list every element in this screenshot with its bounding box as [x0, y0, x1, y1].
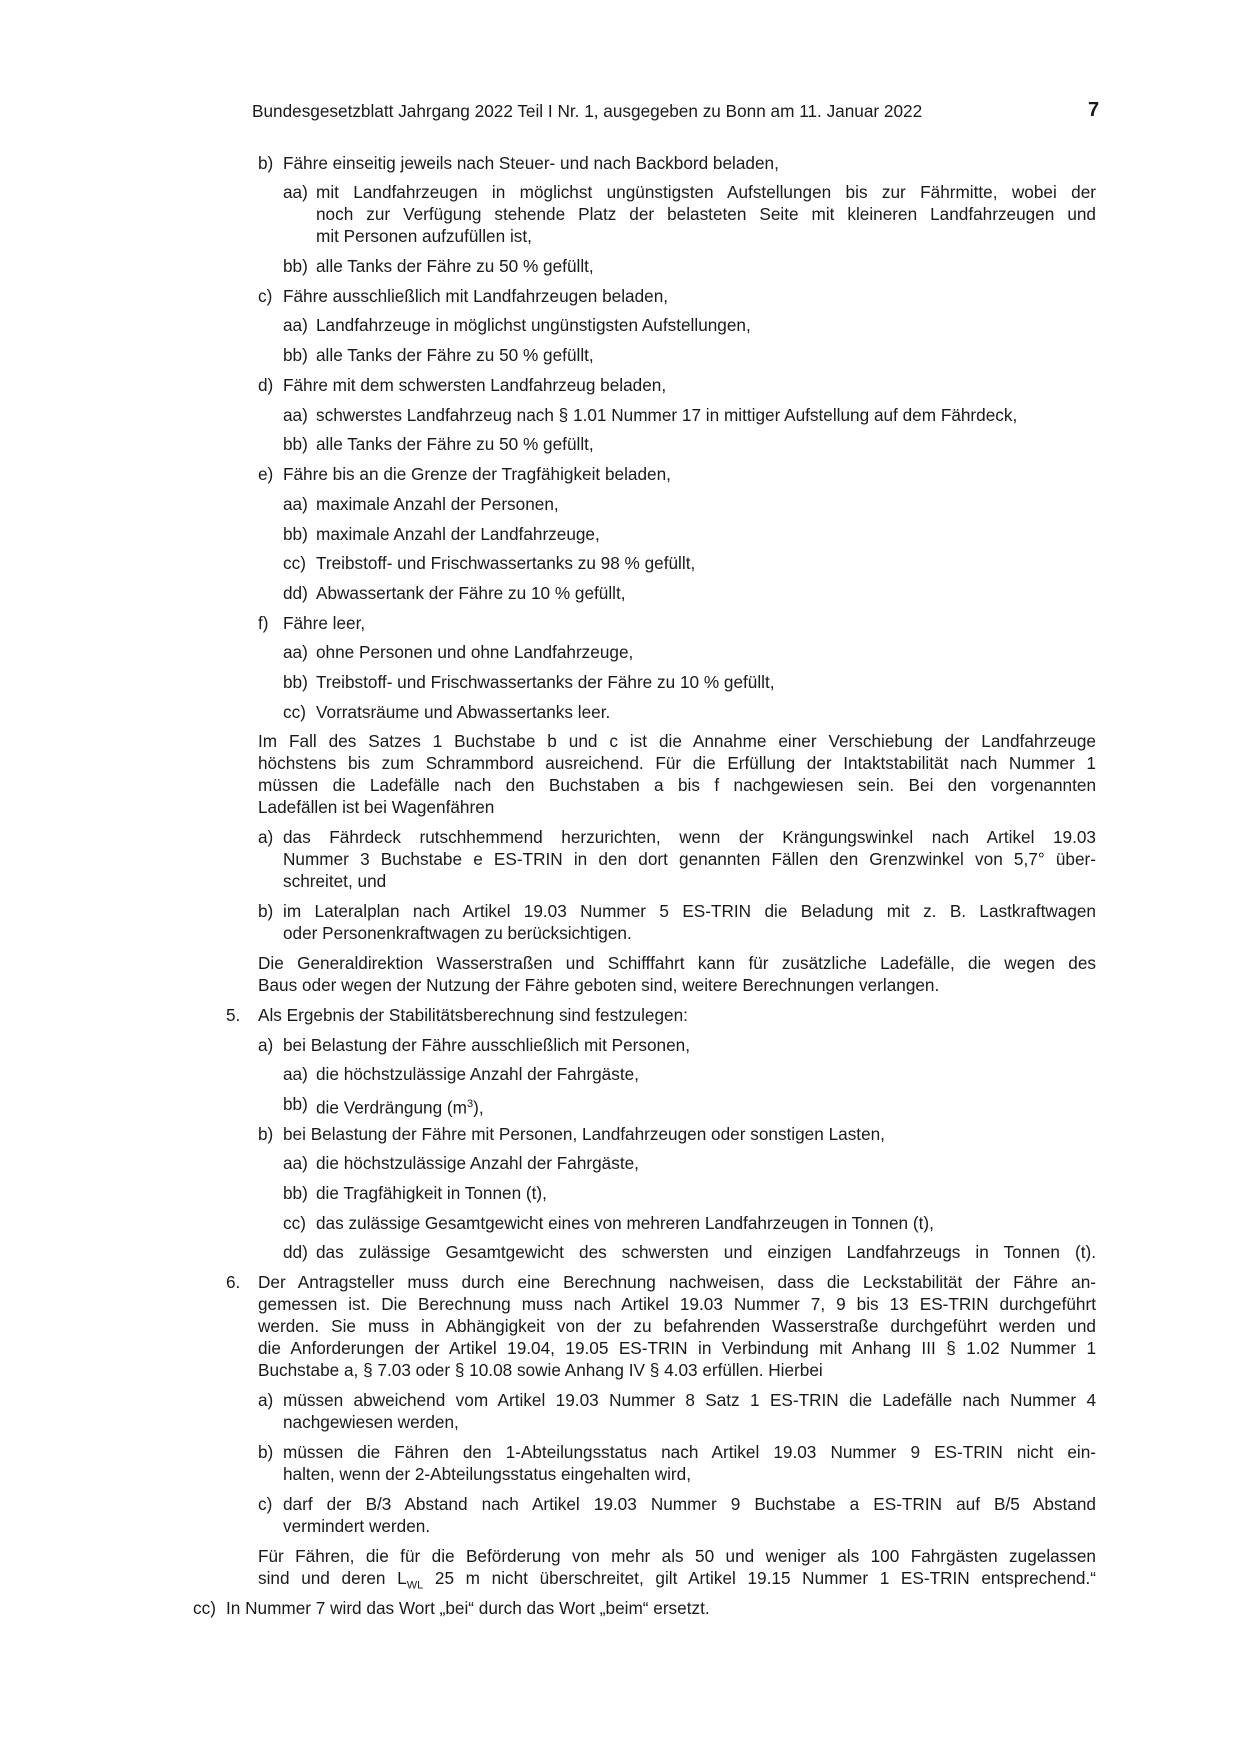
paragraph-line: Ladefällen ist bei Wagenfähren [258, 797, 495, 817]
list-item-text: bei Belastung der Fähre mit Personen, Landfahrzeugen oder sonstigen Lasten, [283, 1124, 885, 1144]
subitem-label: aa) [283, 405, 308, 425]
subitem-text: ohne Personen und ohne Landfahrzeuge, [316, 642, 634, 662]
superscript: 3 [466, 1098, 474, 1110]
subitem-label: bb) [283, 1183, 308, 1203]
list-item-text: das Fährdeck rutschhemmend herzurichten, wenn der Krängungswinkel nach Artikel 19.03 [283, 827, 1096, 847]
item-label: e) [258, 464, 274, 484]
subitem-text: Treibstoff- und Frischwassertanks zu 98 % gefüllt, [316, 553, 696, 573]
subitem-text [316, 1093, 484, 1119]
text-part: die Verdrängung (m [316, 1097, 467, 1118]
paragraph-line: werden. Sie muss in Abhängigkeit von der zu befahrenden Wasserstraße durchgeführt werden und [258, 1316, 1096, 1336]
subitem-text: die Tragfähigkeit in Tonnen (t), [316, 1183, 547, 1203]
paragraph-line [258, 1567, 1096, 1596]
subitem-label: aa) [283, 1153, 308, 1173]
subitem-text: noch zur Verfügung stehende Platz der belasteten Seite mit kleineren Landfahrzeugen und [316, 204, 1096, 224]
subitem-text: mit Personen aufzufüllen ist, [316, 226, 532, 246]
subitem-label: dd) [283, 583, 308, 603]
list-item-text: Fähre bis an die Grenze der Tragfähigkeit beladen, [283, 464, 671, 484]
subitem-label: aa) [283, 642, 308, 662]
list-item-text: vermindert werden. [283, 1516, 431, 1536]
section-text: Als Ergebnis der Stabilitätsberechnung sind festzulegen: [258, 1005, 688, 1025]
list-item-text: nachgewiesen werden, [283, 1412, 459, 1432]
section-number: 5. [226, 1005, 241, 1025]
paragraph-line: Der Antragsteller muss durch eine Berechnung nachweisen, dass die Leckstabilität der Fähre an- [258, 1272, 1096, 1292]
subitem-label: bb) [283, 1094, 308, 1114]
subitem-text: maximale Anzahl der Landfahrzeuge, [316, 524, 600, 544]
subitem-label: bb) [283, 256, 308, 276]
item-label: cc) [193, 1598, 216, 1618]
running-header: Bundesgesetzblatt Jahrgang 2022 Teil I Nr. 1, ausgegeben zu Bonn am 11. Januar 2022 [252, 101, 923, 121]
subitem-text: Landfahrzeuge in möglichst ungünstigsten Aufstellungen, [316, 315, 751, 335]
subitem-label: bb) [283, 434, 308, 454]
subitem-label: bb) [283, 345, 308, 365]
item-label: b) [258, 901, 274, 921]
subitem-label: aa) [283, 182, 308, 202]
list-item-text: Fähre mit dem schwersten Landfahrzeug beladen, [283, 375, 667, 395]
paragraph-line: Baus oder wegen der Nutzung der Fähre geboten sind, weitere Berechnungen verlangen. [258, 975, 940, 995]
item-label: b) [258, 153, 274, 173]
paragraph-line: müssen die Ladefälle nach den Buchstaben a bis f nachgewiesen sein. Bei den vorgenannten [258, 775, 1096, 795]
paragraph-line: Die Generaldirektion Wasserstraßen und Schifffahrt kann für zusätzliche Ladefälle, die wegen des [258, 953, 1096, 973]
subitem-label: cc) [283, 553, 306, 573]
subitem-label: bb) [283, 672, 308, 692]
list-item-text: Fähre einseitig jeweils nach Steuer- und nach Backbord beladen, [283, 153, 779, 173]
item-label: f) [258, 613, 269, 633]
list-item-text: halten, wenn der 2-Abteilungsstatus eingehalten wird, [283, 1464, 691, 1484]
subitem-label: bb) [283, 524, 308, 544]
subitem-text: das zulässige Gesamtgewicht des schwersten und einzigen Landfahrzeugs in Tonnen (t). [316, 1242, 1096, 1262]
list-item-text: im Lateralplan nach Artikel 19.03 Nummer 5 ES-TRIN die Beladung mit z. B. Lastkraftwagen [283, 901, 1096, 921]
subitem-text: mit Landfahrzeugen in möglichst ungünstigsten Aufstellungen bis zur Fährmitte, wobei der [316, 182, 1096, 202]
subitem-label: cc) [283, 1213, 306, 1233]
paragraph-line: Für Fähren, die für die Beförderung von mehr als 50 und weniger als 100 Fahrgästen zugelassen [258, 1546, 1096, 1566]
item-label: c) [258, 1494, 273, 1514]
item-label: d) [258, 375, 274, 395]
subitem-text: alle Tanks der Fähre zu 50 % gefüllt, [316, 434, 594, 454]
paragraph-line: Im Fall des Satzes 1 Buchstabe b und c ist die Annahme einer Verschiebung der Landfahrzeuge [258, 731, 1096, 751]
subitem-text: Vorratsräume und Abwassertanks leer. [316, 702, 611, 722]
paragraph-line: die Anforderungen der Artikel 19.04, 19.05 ES-TRIN in Verbindung mit Anhang III § 1.02 Nummer 1 [258, 1338, 1096, 1358]
text-part: sind und deren L [258, 1568, 407, 1588]
subitem-text: die höchstzulässige Anzahl der Fahrgäste, [316, 1153, 639, 1173]
subitem-text: das zulässige Gesamtgewicht eines von mehreren Landfahrzeugen in Tonnen (t), [316, 1213, 934, 1233]
page-number: 7 [1088, 99, 1100, 121]
list-item-text: Fähre leer, [283, 613, 366, 633]
subitem-text: maximale Anzahl der Personen, [316, 494, 559, 514]
list-item-text: müssen die Fähren den 1-Abteilungsstatus nach Artikel 19.03 Nummer 9 ES-TRIN nicht ein- [283, 1442, 1096, 1462]
list-item-text: darf der B/3 Abstand nach Artikel 19.03 Nummer 9 Buchstabe a ES-TRIN auf B/5 Abstand [283, 1494, 1096, 1514]
paragraph-line: Buchstabe a, § 7.03 oder § 10.08 sowie Anhang IV § 4.03 erfüllen. Hierbei [258, 1360, 823, 1380]
list-item-text: Fähre ausschließlich mit Landfahrzeugen beladen, [283, 286, 669, 306]
subitem-text: schwerstes Landfahrzeug nach § 1.01 Nummer 17 in mittiger Aufstellung auf dem Fährdeck, [316, 405, 1018, 425]
subitem-text: alle Tanks der Fähre zu 50 % gefüllt, [316, 256, 594, 276]
subitem-label: dd) [283, 1242, 308, 1262]
list-item-text: schreitet, und [283, 871, 387, 891]
subitem-text: die höchstzulässige Anzahl der Fahrgäste, [316, 1064, 639, 1084]
list-item-text: Nummer 3 Buchstabe e ES-TRIN in den dort genannten Fällen den Grenzwinkel von 5,7° über- [283, 849, 1096, 869]
text-part: ), [473, 1097, 484, 1118]
item-label: a) [258, 1035, 274, 1055]
text-part: 25 m nicht überschreitet, gilt Artikel 19.15 Nummer 1 ES-TRIN entsprechend.“ [423, 1568, 1096, 1588]
subscript: WL [406, 1579, 424, 1592]
list-item-text: In Nummer 7 wird das Wort „bei“ durch das Wort „beim“ ersetzt. [226, 1598, 710, 1618]
subitem-label: cc) [283, 702, 306, 722]
subitem-label: aa) [283, 494, 308, 514]
item-label: b) [258, 1442, 274, 1462]
list-item-text: oder Personenkraftwagen zu berücksichtigen. [283, 923, 632, 943]
item-label: c) [258, 286, 273, 306]
section-number: 6. [226, 1272, 241, 1292]
item-label: b) [258, 1124, 274, 1144]
subitem-text: Treibstoff- und Frischwassertanks der Fähre zu 10 % gefüllt, [316, 672, 775, 692]
subitem-label: aa) [283, 1064, 308, 1084]
subitem-label: aa) [283, 315, 308, 335]
item-label: a) [258, 827, 274, 847]
list-item-text: bei Belastung der Fähre ausschließlich mit Personen, [283, 1035, 690, 1055]
paragraph-line: gemessen ist. Die Berechnung muss nach Artikel 19.03 Nummer 7, 9 bis 13 ES-TRIN durchgeführt [258, 1294, 1096, 1314]
subitem-text: alle Tanks der Fähre zu 50 % gefüllt, [316, 345, 594, 365]
item-label: a) [258, 1390, 274, 1410]
subitem-text: Abwassertank der Fähre zu 10 % gefüllt, [316, 583, 626, 603]
list-item-text: müssen abweichend vom Artikel 19.03 Nummer 8 Satz 1 ES-TRIN die Ladefälle nach Nummer 4 [283, 1390, 1096, 1410]
paragraph-line: höchstens bis zum Schrammbord ausreichend. Für die Erfüllung der Intaktstabilität nach Nummer 1 [258, 753, 1096, 773]
